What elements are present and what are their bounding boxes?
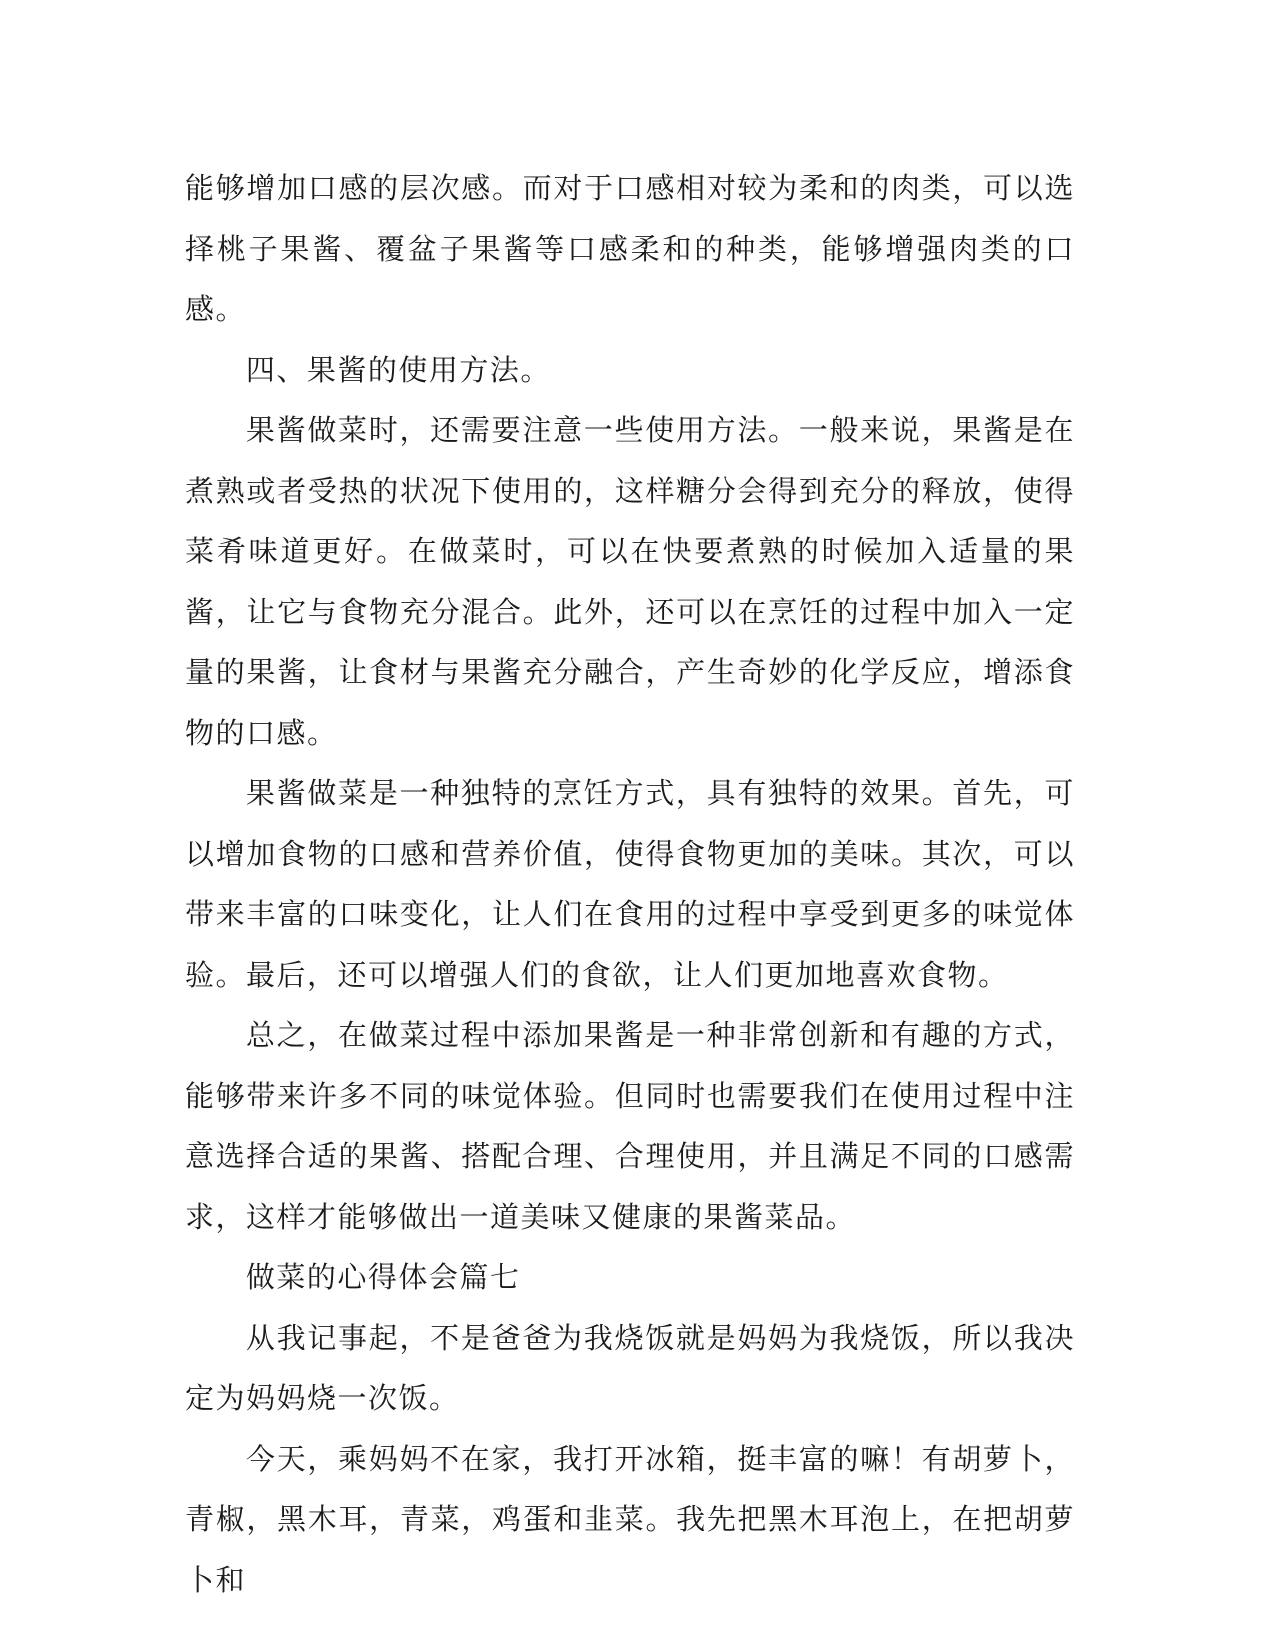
paragraph-conclusion: 总之，在做菜过程中添加果酱是一种非常创新和有趣的方式，能够带来许多不同的味觉体验。但同时也需要我们在使用过程中注意选择合适的果酱、搭配合理、合理使用，并且满足不同的口感需求，这样才能够做出一道美味又健康的果酱菜品。	[185, 1018, 1075, 1234]
document-body	[185, 158, 1075, 1610]
section-heading-usage-method: 四、果酱的使用方法。	[245, 352, 551, 387]
paragraph-usage-method: 果酱做菜时，还需要注意一些使用方法。一般来说，果酱是在煮熟或者受热的状况下使用的，这样糖分会得到充分的释放，使得菜肴味道更好。在做菜时，可以在快要煮熟的时候加入适量的果酱，让它与食物充分混合。此外，还可以在烹饪的过程中加入一定量的果酱，让食材与果酱充分融合，产生奇妙的化学反应，增添食物的口感。	[185, 413, 1075, 750]
paragraph-unique-effect: 果酱做菜是一种独特的烹饪方式，具有独特的效果。首先，可以增加食物的口感和营养价值，使得食物更加的美味。其次，可以带来丰富的口味变化，让人们在食用的过程中享受到更多的味觉体验。最后，还可以增强人们的食欲，让人们更加地喜欢食物。	[185, 776, 1075, 992]
paragraph-story-intro: 从我记事起，不是爸爸为我烧饭就是妈妈为我烧饭，所以我决定为妈妈烧一次饭。	[185, 1320, 1075, 1415]
paragraph-continuation: 能够增加口感的层次感。而对于口感相对较为柔和的肉类，可以选择桃子果酱、覆盆子果酱等口感柔和的种类，能够增强肉类的口感。	[185, 171, 1075, 326]
paragraph-story-fridge: 今天，乘妈妈不在家，我打开冰箱，挺丰富的嘛！有胡萝卜，青椒，黑木耳，青菜，鸡蛋和韭菜。我先把黑木耳泡上，在把胡萝卜和	[185, 1441, 1075, 1597]
section-heading-part-seven: 做菜的心得体会篇七	[245, 1260, 521, 1294]
